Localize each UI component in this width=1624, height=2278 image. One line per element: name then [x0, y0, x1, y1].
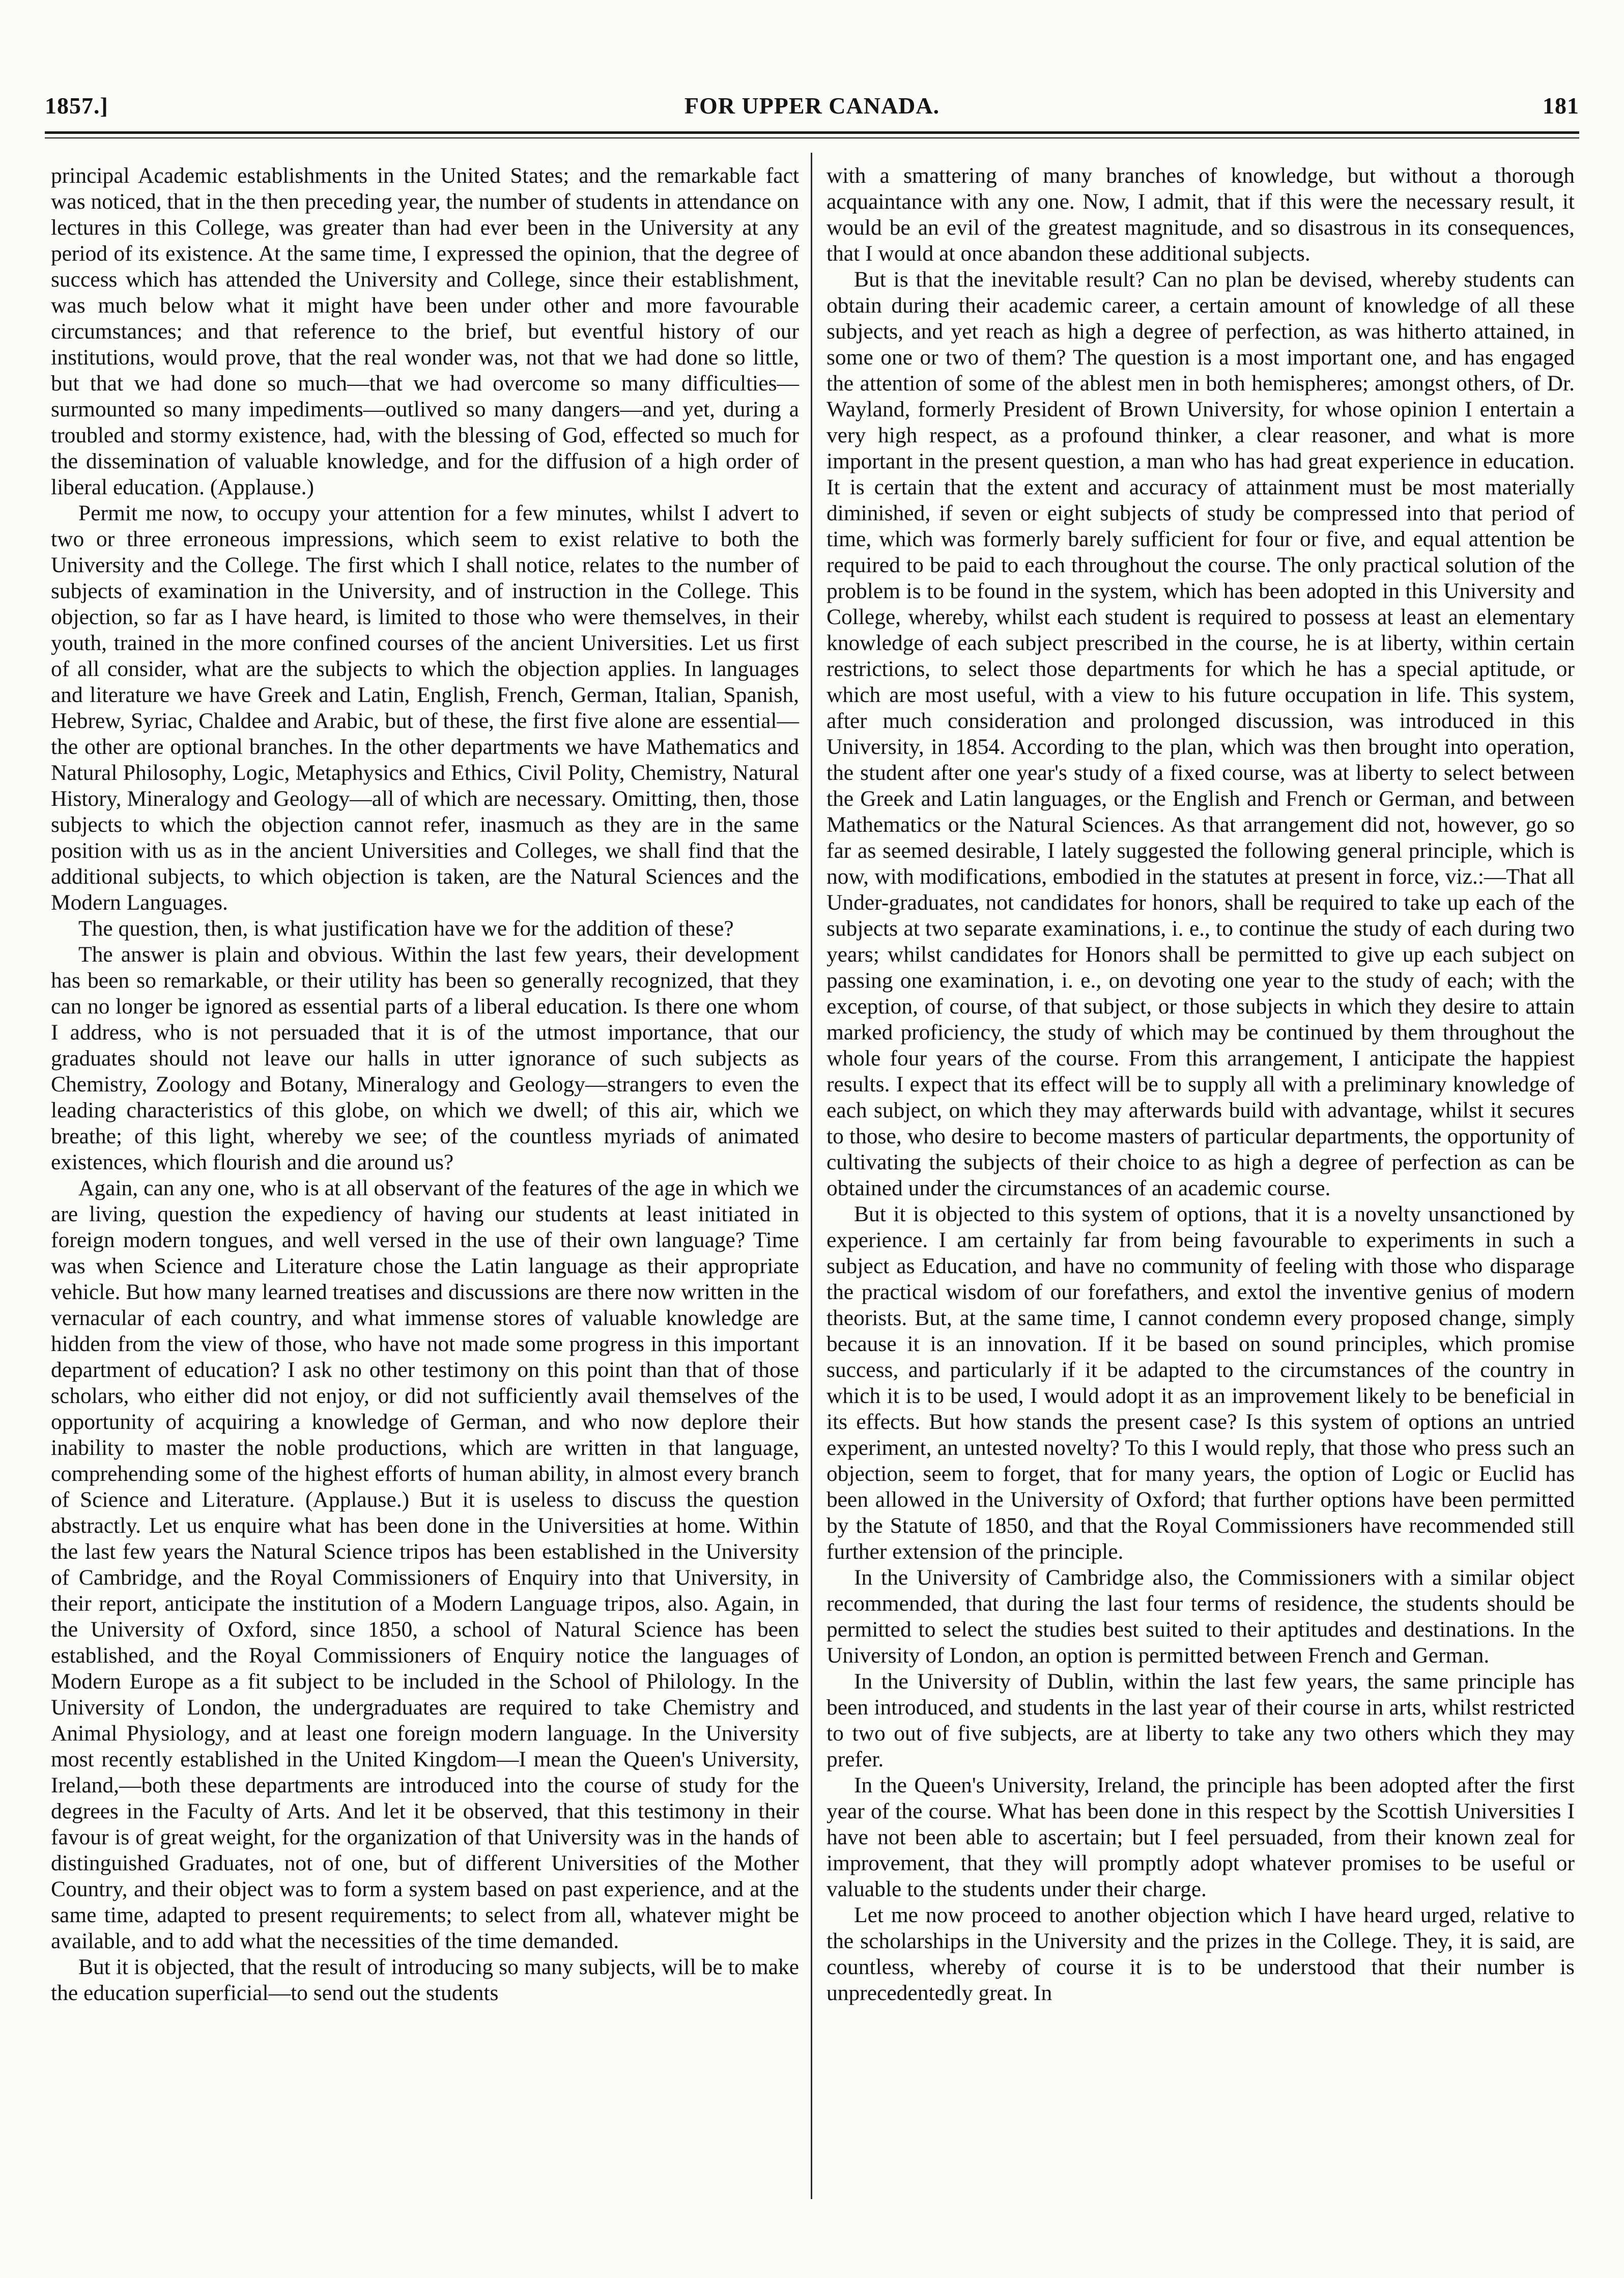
header-year: 1857.] [45, 93, 108, 119]
paragraph: But is that the inevitable result? Can no plan be devised, whereby students can obtain during their academic career, a certain amount of knowledge of all these subjects, and yet reach as high a degree of perfection, as was hitherto attained, in some one or two of them? The question is a most important one, and has engaged the attention of some of the ablest men in both hemispheres; amongst others, of Dr. Wayland, formerly President of Brown University, for whose opinion I entertain a very high respect, as a profound thinker, a clear reasoner, and what is more important in the present question, a man who has had great experience in education. It is certain that the extent and accuracy of attainment must be most materially diminished, if seven or eight subjects of study be compressed into that period of time, which was formerly barely sufficient for four or five, and equal attention be required to be paid to each throughout the course. The only practical solution of the problem is to be found in the system, which has been adopted in this University and College, whereby, whilst each student is required to possess at least an elementary knowledge of each subject prescribed in the course, he is at liberty, within certain restrictions, to select those departments for which he has a special aptitude, or which are most useful, with a view to his future occupation in life. This system, after much consideration and prolonged discussion, was introduced in this University, in 1854. According to the plan, which was then brought into operation, the student after one year's study of a fixed course, was at liberty to select between the Greek and Latin languages, or the English and French or German, and between Mathematics or the Natural Sciences. As that arrangement did not, however, go so far as seemed desirable, I lately suggested the following general principle, which is now, with modifications, embodied in the statutes at present in force, viz.:—That all Under-graduates, not candidates for honors, shall be required to take up each of the subjects at two separate examinations, i. e., to continue the study of each during two years; whilst candidates for Honors shall be permitted to give up each subject on passing one examination, i. e., on devoting one year to the study of each; with the exception, of course, of that subject, or those subjects in which they desire to attain marked proficiency, the study of which may be continued by them throughout the whole four years of the course. From this arrangement, I anticipate the happiest results. I expect that its effect will be to supply all with a preliminary knowledge of each subject, on which they may afterwards build with advantage, whilst it secures to those, who desire to become masters of particular departments, the opportunity of cultivating the subjects of their choice to as high a degree of perfection as can be obtained under the circumstances of an academic course. [827, 267, 1575, 1200]
paragraph: In the University of Cambridge also, the Commissioners with a similar object recommended, that during the last four terms of residence, the students should be permitted to select the studies best suited to their aptitudes and destinations. In the University of London, an option is permitted between French and German. [827, 1565, 1575, 1668]
right-column [827, 163, 1575, 2006]
left-column [51, 163, 799, 2006]
running-head [45, 88, 1579, 124]
paragraph: Permit me now, to occupy your attention for a few minutes, whilst I advert to two or three erroneous impressions, which seem to exist relative to both the University and the College. The first which I shall notice, relates to the number of subjects of examination in the University, and of instruction in the College. This objection, so far as I have heard, is limited to those who were themselves, in their youth, trained in the more confined courses of the ancient Universities. Let us first of all consider, what are the subjects to which the objection applies. In languages and literature we have Greek and Latin, English, French, German, Italian, Spanish, Hebrew, Syriac, Chaldee and Arabic, but of these, the first five alone are essential—the other are optional branches. In the other departments we have Mathematics and Natural Philosophy, Logic, Metaphysics and Ethics, Civil Polity, Chemistry, Natural History, Mineralogy and Geology—all of which are necessary. Omitting, then, those subjects to which the objection cannot refer, inasmuch as they are in the same position with us as in the ancient Universities and Colleges, we shall find that the additional subjects, to which objection is taken, are the Natural Sciences and the Modern Languages. [51, 501, 799, 915]
header-title: FOR UPPER CANADA. [684, 93, 940, 119]
paragraph: with a smattering of many branches of knowledge, but without a thorough acquaintance with any one. Now, I admit, that if this were the necessary result, it would be an evil of the greatest magnitude, and so disastrous in its consequences, that I would at once abandon these additional subjects. [827, 163, 1575, 266]
paragraph: The answer is plain and obvious. Within the last few years, their development has been so remarkable, or their utility has been so generally recognized, that they can no longer be ignored as essential parts of a liberal education. Is there one whom I address, who is not persuaded that it is of the utmost importance, that our graduates should not leave our halls in utter ignorance of such subjects as Chemistry, Zoology and Botany, Mineralogy and Geology—strangers to even the leading characteristics of this globe, on which we dwell; of this air, which we breathe; of this light, whereby we see; of the countless myriads of animated existences, which flourish and die around us? [51, 942, 799, 1174]
page-number: 181 [1543, 93, 1579, 119]
paragraph: But it is objected to this system of options, that it is a novelty unsanctioned by experience. I am certainly far from being favourable to experiments in such a subject as Education, and have no community of feeling with those who disparage the practical wisdom of our forefathers, and extol the inventive genius of modern theorists. But, at the same time, I cannot condemn every proposed change, simply because it is an innovation. If it be based on sound principles, which promise success, and particularly if it be adapted to the circumstances of the country in which it is to be used, I would adopt it as an improvement likely to be beneficial in its effects. But how stands the present case? Is this system of options an untried experiment, an untested novelty? To this I would reply, that those who press such an objection, seem to forget, that for many years, the option of Logic or Euclid has been allowed in the University of Oxford; that further options have been permitted by the Statute of 1850, and that the Royal Commissioners have recommended still further extension of the principle. [827, 1202, 1575, 1564]
paragraph: Let me now proceed to another objection which I have heard urged, relative to the scholarships in the University and the prizes in the College. They, it is said, are countless, whereby of course it is to be understood that their number is unprecedentedly great. In [827, 1903, 1575, 2005]
paragraph: principal Academic establishments in the United States; and the remarkable fact was noticed, that in the then preceding year, the number of students in attendance on lectures in this College, was greater than had ever been in the University at any period of its existence. At the same time, I expressed the opinion, that the degree of success which has attended the University and College, since their establishment, was much below what it might have been under other and more favourable circumstances; and that reference to the brief, but eventful history of our institutions, would prove, that the real wonder was, not that we had done so little, but that we had done so much—that we had overcome so many difficulties—surmounted so many impediments—outlived so many dangers—and yet, during a troubled and stormy existence, had, with the blessing of God, effected so much for the dissemination of valuable knowledge, and for the diffusion of a high order of liberal education. (Applause.) [51, 163, 799, 499]
paragraph: In the Queen's University, Ireland, the principle has been adopted after the first year of the course. What has been done in this respect by the Scottish Universities I have not been able to ascertain; but I feel persuaded, from their known zeal for improvement, that they will promptly adopt whatever promises to be useful or valuable to the students under their charge. [827, 1773, 1575, 1901]
header-rule-thin [45, 137, 1579, 138]
paragraph: But it is objected, that the result of introducing so many subjects, will be to make the education superficial—to send out the students [51, 1955, 799, 2005]
paragraph: The question, then, is what justification have we for the addition of these? [78, 916, 734, 941]
column-divider [811, 153, 812, 2199]
paragraph: In the University of Dublin, within the last few years, the same principle has been introduced, and students in the last year of their course in arts, whilst restricted to two out of five subjects, are at liberty to take any two others which they may prefer. [827, 1669, 1575, 1771]
header-rule-thick [45, 131, 1579, 134]
paragraph: Again, can any one, who is at all observant of the features of the age in which we are living, question the expediency of having our students at least initiated in foreign modern tongues, and well versed in the use of their own language? Time was when Science and Literature chose the Latin language as their appropriate vehicle. But how many learned treatises and discussions are there now written in the vernacular of each country, and what immense stores of valuable knowledge are hidden from the view of those, who have not made some progress in this important department of education? I ask no other testimony on this point than that of those scholars, who either did not enjoy, or did not sufficiently avail themselves of the opportunity of acquiring a knowledge of German, and who now deplore their inability to master the noble productions, which are written in that language, comprehending some of the highest efforts of human ability, in almost every branch of Science and Literature. (Applause.) But it is useless to discuss the question abstractly. Let us enquire what has been done in the Universities at home. Within the last few years the Natural Science tripos has been established in the University of Cambridge, and the Royal Commissioners of Enquiry into that University, in their report, anticipate the institution of a Modern Language tripos, also. Again, in the University of Oxford, since 1850, a school of Natural Science has been established, and the Royal Commissioners of Enquiry notice the languages of Modern Europe as a fit subject to be included in the School of Philology. In the University of London, the undergraduates are required to take Chemistry and Animal Physiology, and at least one foreign modern language. In the University most recently established in the United Kingdom—I mean the Queen's University, Ireland,—both these departments are introduced into the course of study for the degrees in the Faculty of Arts. And let it be observed, that this testimony in their favour is of great weight, for the organization of that University was in the hands of distinguished Graduates, not of one, but of different Universities of the Mother Country, and their object was to form a system based on past experience, and at the same time, adapted to present requirements; to select from all, whatever might be available, and to add what the necessities of the time demanded. [51, 1176, 799, 1953]
